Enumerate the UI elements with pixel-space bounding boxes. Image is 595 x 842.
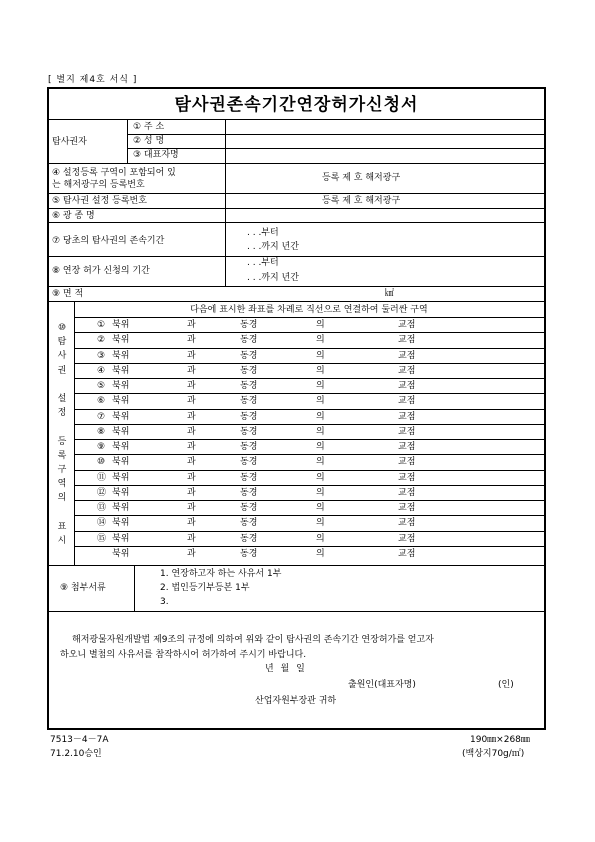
region-cell-e: 교점 bbox=[398, 487, 416, 498]
region-cell-num: ⑧ bbox=[97, 426, 106, 437]
region-cell-b: 과 bbox=[187, 518, 196, 529]
region-cell-d: 의 bbox=[316, 381, 325, 391]
region-vertical-char: 설 bbox=[57, 394, 67, 404]
region-cell-c: 동경 bbox=[240, 411, 258, 422]
region-cell-b: 과 bbox=[187, 533, 196, 544]
region-cell-a: 북위 bbox=[112, 533, 130, 544]
region-cell-num: ⑦ bbox=[97, 411, 106, 422]
attachment-item-2: 2. 법인등기부등본 1부 bbox=[160, 583, 250, 593]
region-vertical-char: 정 bbox=[57, 408, 67, 419]
region-cell-b: 과 bbox=[187, 411, 196, 422]
region-cell-b: 과 bbox=[187, 365, 196, 376]
paper-type: (백상지70g/㎡) bbox=[462, 749, 525, 759]
region-vertical-char: 탐 bbox=[57, 337, 67, 348]
region-cell-a: 북위 bbox=[112, 548, 130, 559]
row7-to: . . .까지 년간 bbox=[247, 242, 299, 252]
region-cell-c: 동경 bbox=[240, 472, 258, 483]
region-cell-e: 교점 bbox=[398, 442, 416, 452]
region-cell-a: 북위 bbox=[112, 350, 130, 361]
region-cell-a: 북위 bbox=[112, 411, 130, 422]
region-vertical-char: 권 bbox=[57, 365, 67, 376]
region-vertical-char: 등 bbox=[57, 436, 67, 447]
seal-mark: (인) bbox=[498, 680, 514, 690]
region-cell-a: 북위 bbox=[112, 442, 130, 452]
region-cell-a: 북위 bbox=[112, 457, 130, 468]
region-cell-e: 교점 bbox=[398, 320, 416, 330]
region-cell-b: 과 bbox=[187, 442, 196, 452]
region-cell-c: 동경 bbox=[240, 487, 258, 498]
form-tag: [ 별지 제4호 서식 ] bbox=[48, 75, 138, 85]
region-cell-d: 의 bbox=[316, 457, 325, 468]
row4-label-line2: 는 해저광구의 등록번호 bbox=[52, 180, 145, 190]
region-header: 다음에 표시한 좌표를 차례로 직선으로 연결하여 둘러싼 구역 bbox=[190, 305, 428, 315]
applicant-label: 탐사권자 bbox=[52, 137, 87, 147]
region-cell-num: ④ bbox=[97, 365, 106, 376]
region-vertical-char: 표 bbox=[57, 521, 67, 532]
region-cell-d: 의 bbox=[316, 426, 325, 437]
row8-to: . . .까지 년간 bbox=[247, 273, 299, 283]
approval-date: 71.2.10승인 bbox=[50, 749, 102, 759]
statement-line1: 해저광물자원개발법 제9조의 규정에 의하여 위와 같이 탐사권의 존속기간 연장허가를 얻고자 bbox=[72, 635, 434, 645]
statement-applicant: 출원인(대표자명) bbox=[348, 680, 416, 690]
region-cell-b: 과 bbox=[187, 548, 196, 559]
form-title: 탐사권존속기간연장허가신청서 bbox=[49, 90, 544, 120]
row6-label: ⑥ 광 종 명 bbox=[52, 211, 95, 221]
row9-label: ⑨ 면 적 bbox=[52, 289, 84, 299]
addressee: 산업자원부장관 귀하 bbox=[255, 696, 337, 706]
region-cell-c: 동경 bbox=[240, 365, 258, 376]
row4-value: 등록 제 호 해저광구 bbox=[322, 173, 401, 183]
region-cell-b: 과 bbox=[187, 457, 196, 468]
region-cell-a: 북위 bbox=[112, 487, 130, 498]
region-cell-a: 북위 bbox=[112, 381, 130, 391]
region-vertical-char: 시 bbox=[57, 536, 67, 546]
region-cell-c: 동경 bbox=[240, 518, 258, 529]
region-cell-a: 북위 bbox=[112, 396, 130, 407]
region-cell-c: 동경 bbox=[240, 442, 258, 452]
region-cell-c: 동경 bbox=[240, 381, 258, 391]
region-cell-b: 과 bbox=[187, 350, 196, 361]
region-cell-num: ⑫ bbox=[97, 487, 107, 498]
row9-unit: ㎢ bbox=[385, 289, 395, 299]
region-cell-e: 교점 bbox=[398, 335, 416, 346]
region-cell-b: 과 bbox=[187, 396, 196, 407]
region-cell-e: 교점 bbox=[398, 381, 416, 391]
region-cell-e: 교점 bbox=[398, 457, 416, 468]
region-cell-num: ⑩ bbox=[97, 457, 106, 468]
region-vertical-char: 구 bbox=[57, 465, 67, 475]
region-cell-b: 과 bbox=[187, 503, 196, 513]
region-vertical-char: 역 bbox=[57, 479, 67, 490]
region-cell-num: ⑥ bbox=[97, 396, 106, 407]
region-cell-d: 의 bbox=[316, 442, 325, 452]
region-cell-c: 동경 bbox=[240, 426, 258, 437]
region-cell-d: 의 bbox=[316, 533, 325, 544]
attachment-item-1: 1. 연장하고자 하는 사유서 1부 bbox=[160, 569, 282, 579]
region-cell-b: 과 bbox=[187, 472, 196, 483]
row5-label: ⑤ 탐사권 설정 등록번호 bbox=[52, 196, 147, 206]
region-cell-b: 과 bbox=[187, 320, 196, 330]
region-cell-num: ⑤ bbox=[97, 381, 106, 391]
region-cell-num: ⑮ bbox=[97, 533, 107, 544]
region-cell-a: 북위 bbox=[112, 472, 130, 483]
region-cell-c: 동경 bbox=[240, 396, 258, 407]
region-cell-c: 동경 bbox=[240, 548, 258, 559]
region-cell-num: ⑬ bbox=[97, 503, 107, 513]
region-cell-d: 의 bbox=[316, 518, 325, 529]
form-code: 7513－4－7A bbox=[50, 735, 109, 745]
region-cell-e: 교점 bbox=[398, 411, 416, 422]
region-vertical-char: 사 bbox=[57, 351, 67, 362]
region-cell-num: ⑨ bbox=[97, 442, 106, 452]
region-cell-num: ⑭ bbox=[97, 518, 107, 529]
region-cell-e: 교점 bbox=[398, 426, 416, 437]
attachment-item-3: 3. bbox=[160, 597, 169, 607]
region-cell-num: ① bbox=[97, 320, 106, 330]
region-cell-b: 과 bbox=[187, 426, 196, 437]
region-cell-b: 과 bbox=[187, 381, 196, 391]
row8-label: ⑧ 연장 허가 신청의 기간 bbox=[52, 266, 150, 276]
region-cell-d: 의 bbox=[316, 411, 325, 422]
name-label: ② 성 명 bbox=[133, 136, 165, 146]
region-cell-e: 교점 bbox=[398, 472, 416, 483]
region-cell-d: 의 bbox=[316, 365, 325, 376]
region-cell-c: 동경 bbox=[240, 457, 258, 468]
region-cell-e: 교점 bbox=[398, 396, 416, 407]
region-cell-a: 북위 bbox=[112, 426, 130, 437]
region-cell-a: 북위 bbox=[112, 320, 130, 330]
region-cell-e: 교점 bbox=[398, 548, 416, 559]
region-cell-e: 교점 bbox=[398, 350, 416, 361]
paper-size: 190㎜×268㎜ bbox=[470, 735, 530, 745]
region-cell-b: 과 bbox=[187, 335, 196, 346]
region-cell-c: 동경 bbox=[240, 320, 258, 330]
region-vertical-char: 록 bbox=[57, 450, 67, 461]
region-cell-e: 교점 bbox=[398, 518, 416, 529]
region-cell-d: 의 bbox=[316, 472, 325, 483]
row8-from: . . .부터 bbox=[247, 258, 279, 268]
region-cell-num: ⑪ bbox=[97, 472, 107, 483]
region-cell-a: 북위 bbox=[112, 503, 130, 513]
row7-from: . . .부터 bbox=[247, 228, 279, 238]
region-cell-d: 의 bbox=[316, 548, 325, 559]
region-cell-c: 동경 bbox=[240, 335, 258, 346]
region-cell-e: 교점 bbox=[398, 503, 416, 513]
row7-label: ⑦ 당초의 탐사권의 존속기간 bbox=[52, 236, 165, 246]
region-cell-d: 의 bbox=[316, 487, 325, 498]
region-cell-c: 동경 bbox=[240, 503, 258, 513]
rep-label: ③ 대표자명 bbox=[133, 150, 179, 160]
region-cell-c: 동경 bbox=[240, 350, 258, 361]
region-cell-e: 교점 bbox=[398, 533, 416, 544]
statement-line2: 하오니 별첨의 사유서를 참작하시어 허가하여 주시기 바랍니다. bbox=[60, 650, 307, 660]
row4-label-line1: ④ 설정등록 구역이 포함되어 있 bbox=[52, 168, 176, 178]
region-cell-c: 동경 bbox=[240, 533, 258, 544]
region-cell-a: 북위 bbox=[112, 365, 130, 376]
region-cell-d: 의 bbox=[316, 350, 325, 361]
region-cell-a: 북위 bbox=[112, 335, 130, 346]
address-label: ① 주 소 bbox=[133, 122, 165, 132]
region-vertical-char: 의 bbox=[57, 493, 67, 504]
row5-value: 등록 제 호 해저광구 bbox=[322, 196, 401, 206]
attachments-label: ⑨ 첨부서류 bbox=[60, 583, 106, 593]
region-cell-d: 의 bbox=[316, 503, 325, 513]
region-cell-a: 북위 bbox=[112, 518, 130, 529]
region-cell-num: ② bbox=[97, 335, 106, 346]
region-cell-d: 의 bbox=[316, 320, 325, 330]
region-cell-d: 의 bbox=[316, 396, 325, 407]
region-vertical-char: ⑩ bbox=[57, 323, 67, 333]
statement-date: 년 월 일 bbox=[265, 664, 307, 674]
region-cell-b: 과 bbox=[187, 487, 196, 498]
region-cell-num: ③ bbox=[97, 350, 106, 361]
region-cell-e: 교점 bbox=[398, 365, 416, 376]
region-cell-d: 의 bbox=[316, 335, 325, 346]
